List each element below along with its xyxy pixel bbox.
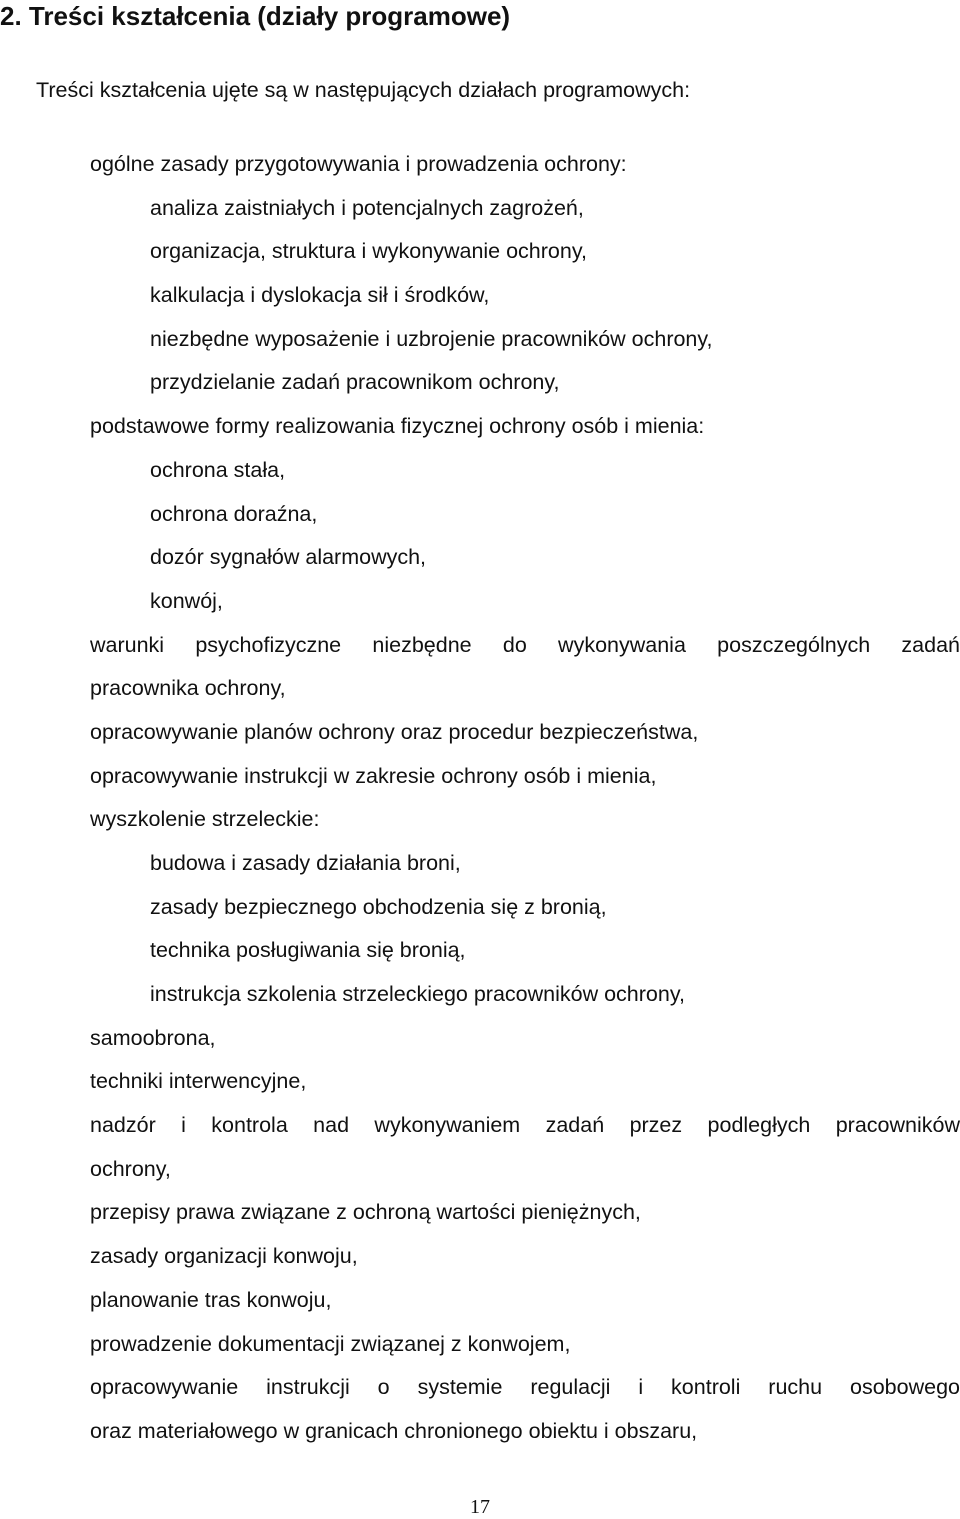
- list-item-text: ochrona doraźna,: [150, 502, 318, 526]
- list-item-text: opracowywanie instrukcji o systemie regulacji i kontroli ruchu osobowego: [90, 1375, 960, 1399]
- list-item-text: samoobrona,: [90, 1026, 216, 1050]
- list-item-text: wyszkolenie strzeleckie:: [90, 807, 320, 831]
- list-item-text: przydzielanie zadań pracownikom ochrony,: [150, 370, 560, 394]
- list-item-text: kalkulacja i dyslokacja sił i środków,: [150, 283, 490, 307]
- section-heading: 2. Treści kształcenia (działy programowe): [0, 1, 511, 31]
- list-item-text: technika posługiwania się bronią,: [150, 938, 466, 962]
- list-item-text: warunki psychofizyczne niezbędne do wykonywania poszczególnych zadań: [90, 633, 960, 657]
- list-item-text: przepisy prawa związane z ochroną wartości pieniężnych,: [90, 1200, 641, 1224]
- page-number: 17: [470, 1496, 490, 1518]
- list-item-text: techniki interwencyjne,: [90, 1069, 307, 1093]
- list-item-text: ogólne zasady przygotowywania i prowadzenia ochrony:: [90, 152, 627, 176]
- list-item-text: organizacja, struktura i wykonywanie ochrony,: [150, 239, 587, 263]
- list-item-text: opracowywanie instrukcji w zakresie ochrony osób i mienia,: [90, 764, 657, 788]
- list-item-text: ochrona stała,: [150, 458, 286, 482]
- list-item-text: opracowywanie planów ochrony oraz procedur bezpieczeństwa,: [90, 720, 699, 744]
- list-item-text: prowadzenie dokumentacji związanej z konwojem,: [90, 1332, 571, 1356]
- list-item-text: ochrony,: [90, 1157, 171, 1181]
- list-item-text: analiza zaistniałych i potencjalnych zagrożeń,: [150, 196, 584, 220]
- list-item-text: oraz materiałowego w granicach chronionego obiektu i obszaru,: [90, 1419, 698, 1443]
- list-item-text: planowanie tras konwoju,: [90, 1288, 332, 1312]
- list-item-text: zasady organizacji konwoju,: [90, 1244, 358, 1268]
- list-item-text: dozór sygnałów alarmowych,: [150, 545, 427, 569]
- list-item-text: niezbędne wyposażenie i uzbrojenie pracowników ochrony,: [150, 327, 713, 351]
- list-item-text: nadzór i kontrola nad wykonywaniem zadań przez podległych pracowników: [90, 1113, 960, 1137]
- intro-paragraph: Treści kształcenia ujęte są w następujących działach programowych:: [36, 78, 691, 102]
- list-item-text: instrukcja szkolenia strzeleckiego pracowników ochrony,: [150, 982, 685, 1006]
- list-item-text: konwój,: [150, 589, 223, 613]
- list-item-text: zasady bezpiecznego obchodzenia się z bronią,: [150, 895, 607, 919]
- list-item-text: podstawowe formy realizowania fizycznej ochrony osób i mienia:: [90, 414, 705, 438]
- list-item-text: budowa i zasady działania broni,: [150, 851, 461, 875]
- list-item-text: pracownika ochrony,: [90, 676, 286, 700]
